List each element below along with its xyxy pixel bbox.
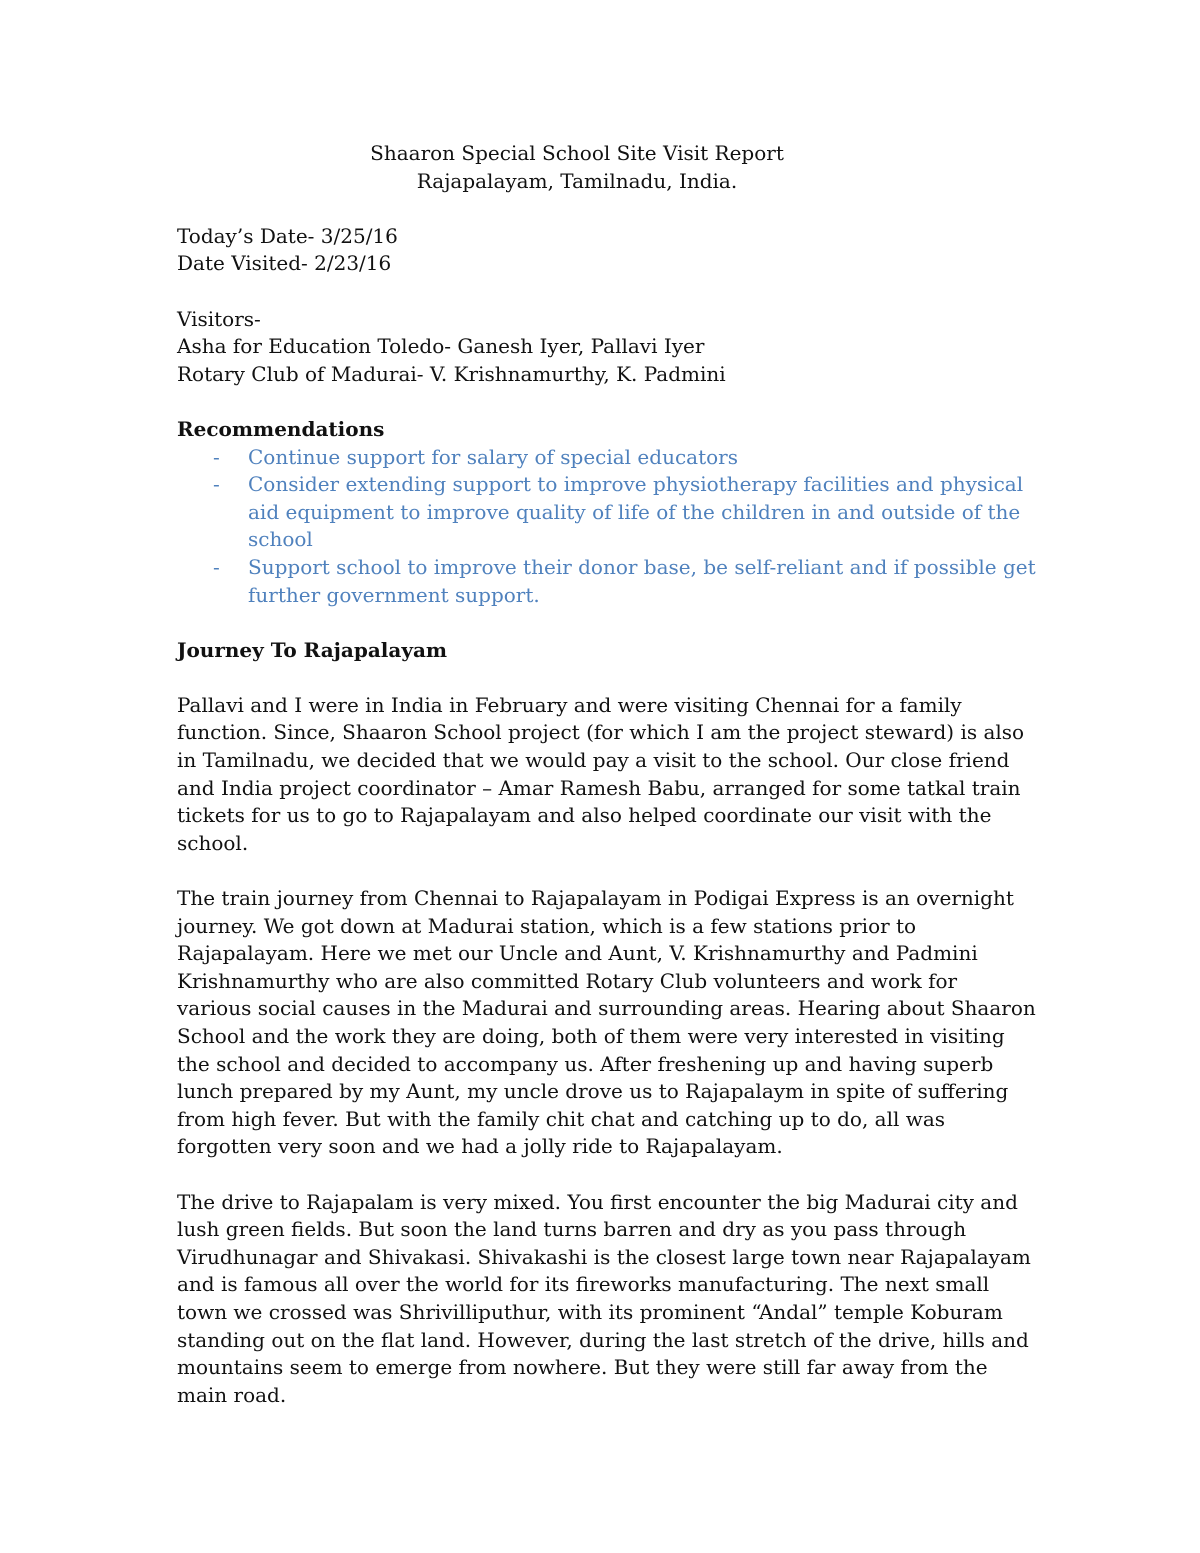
visitors-rotary: Rotary Club of Madurai- V. Krishnamurthy, K. Padmini [177,361,726,386]
recommendation-text: Consider extending support to improve physiotherapy facilities and physical aid equipment to improve quality of life of the children in and outside of the school [248,472,1024,552]
recommendation-text: Support school to improve their donor base, be self-reliant and if possible get further government support. [248,554,1036,607]
visitors-asha: Asha for Education Toledo- Ganesh Iyer, Pallavi Iyer [177,334,705,359]
bullet-dash: - [213,444,220,469]
document-page [177,140,1037,1409]
spacer [177,857,1037,885]
recommendations-list [177,444,1037,610]
date-visited: Date Visited- 2/23/16 [177,251,392,276]
spacer [177,1161,1037,1189]
report-location: Rajapalayam, Tamilnadu, India. [416,168,738,193]
bullet-dash: - [213,472,220,497]
visitors-heading: Visitors- [177,306,261,331]
journey-paragraph: The train journey from Chennai to Rajapalayam in Podigai Express is an overnight journey. We got down at Madurai station, which is a few stations prior to Rajapalayam. Here we met our Uncle and Aunt, V. Krishnamurthy and Padmini Krishnamurthy who are also committed Rotary Club volunteers and work for various social causes in the Madurai and surrounding areas. Hearing about Shaaron School and the work they are doing, both of them were very interested in visiting the school and decided to accompany us. After freshening up and having superb lunch prepared by my Aunt, my uncle drove us to Rajapalaym in spite of suffering from high fever. But with the family chit chat and catching up to do, all was forgotten very soon and we had a jolly ride to Rajapalayam. [177,886,1036,1159]
recommendation-item [177,444,1037,472]
recommendation-item [177,471,1037,554]
spacer [177,278,1037,306]
bullet-dash: - [213,554,220,579]
journey-paragraph: The drive to Rajapalam is very mixed. You first encounter the big Madurai city and lush green fields. But soon the land turns barren and dry as you pass through Virudhunagar and Shivakasi. Shivakashi is the closest large town near Rajapalayam and is famous all over the world for its fireworks manufacturing. The next small town we crossed was Shrivilliputhur, with its prominent “Andal” temple Koburam standing out on the flat land. However, during the last stretch of the drive, hills and mountains seem to emerge from nowhere. But they were still far away from the main road. [177,1189,1031,1407]
spacer [177,664,1037,692]
recommendations-heading: Recommendations [177,416,385,441]
spacer [177,609,1037,637]
recommendation-item [177,554,1037,609]
spacer [177,388,1037,416]
report-title: Shaaron Special School Site Visit Report [370,141,784,165]
journey-heading: Journey To Rajapalayam [177,637,448,662]
spacer [177,195,1037,223]
journey-paragraph: Pallavi and I were in India in February and were visiting Chennai for a family function. Since, Shaaron School project (for which I am the project steward) is also in Tamilnadu, we decided that we would pay a visit to the school. Our close friend and India project coordinator – Amar Ramesh Babu, arranged for some tatkal train tickets for us to go to Rajapalayam and also helped coordinate our visit with the school. [177,692,1025,855]
recommendation-text: Continue support for salary of special educators [248,444,738,469]
todays-date: Today’s Date- 3/25/16 [177,223,398,248]
